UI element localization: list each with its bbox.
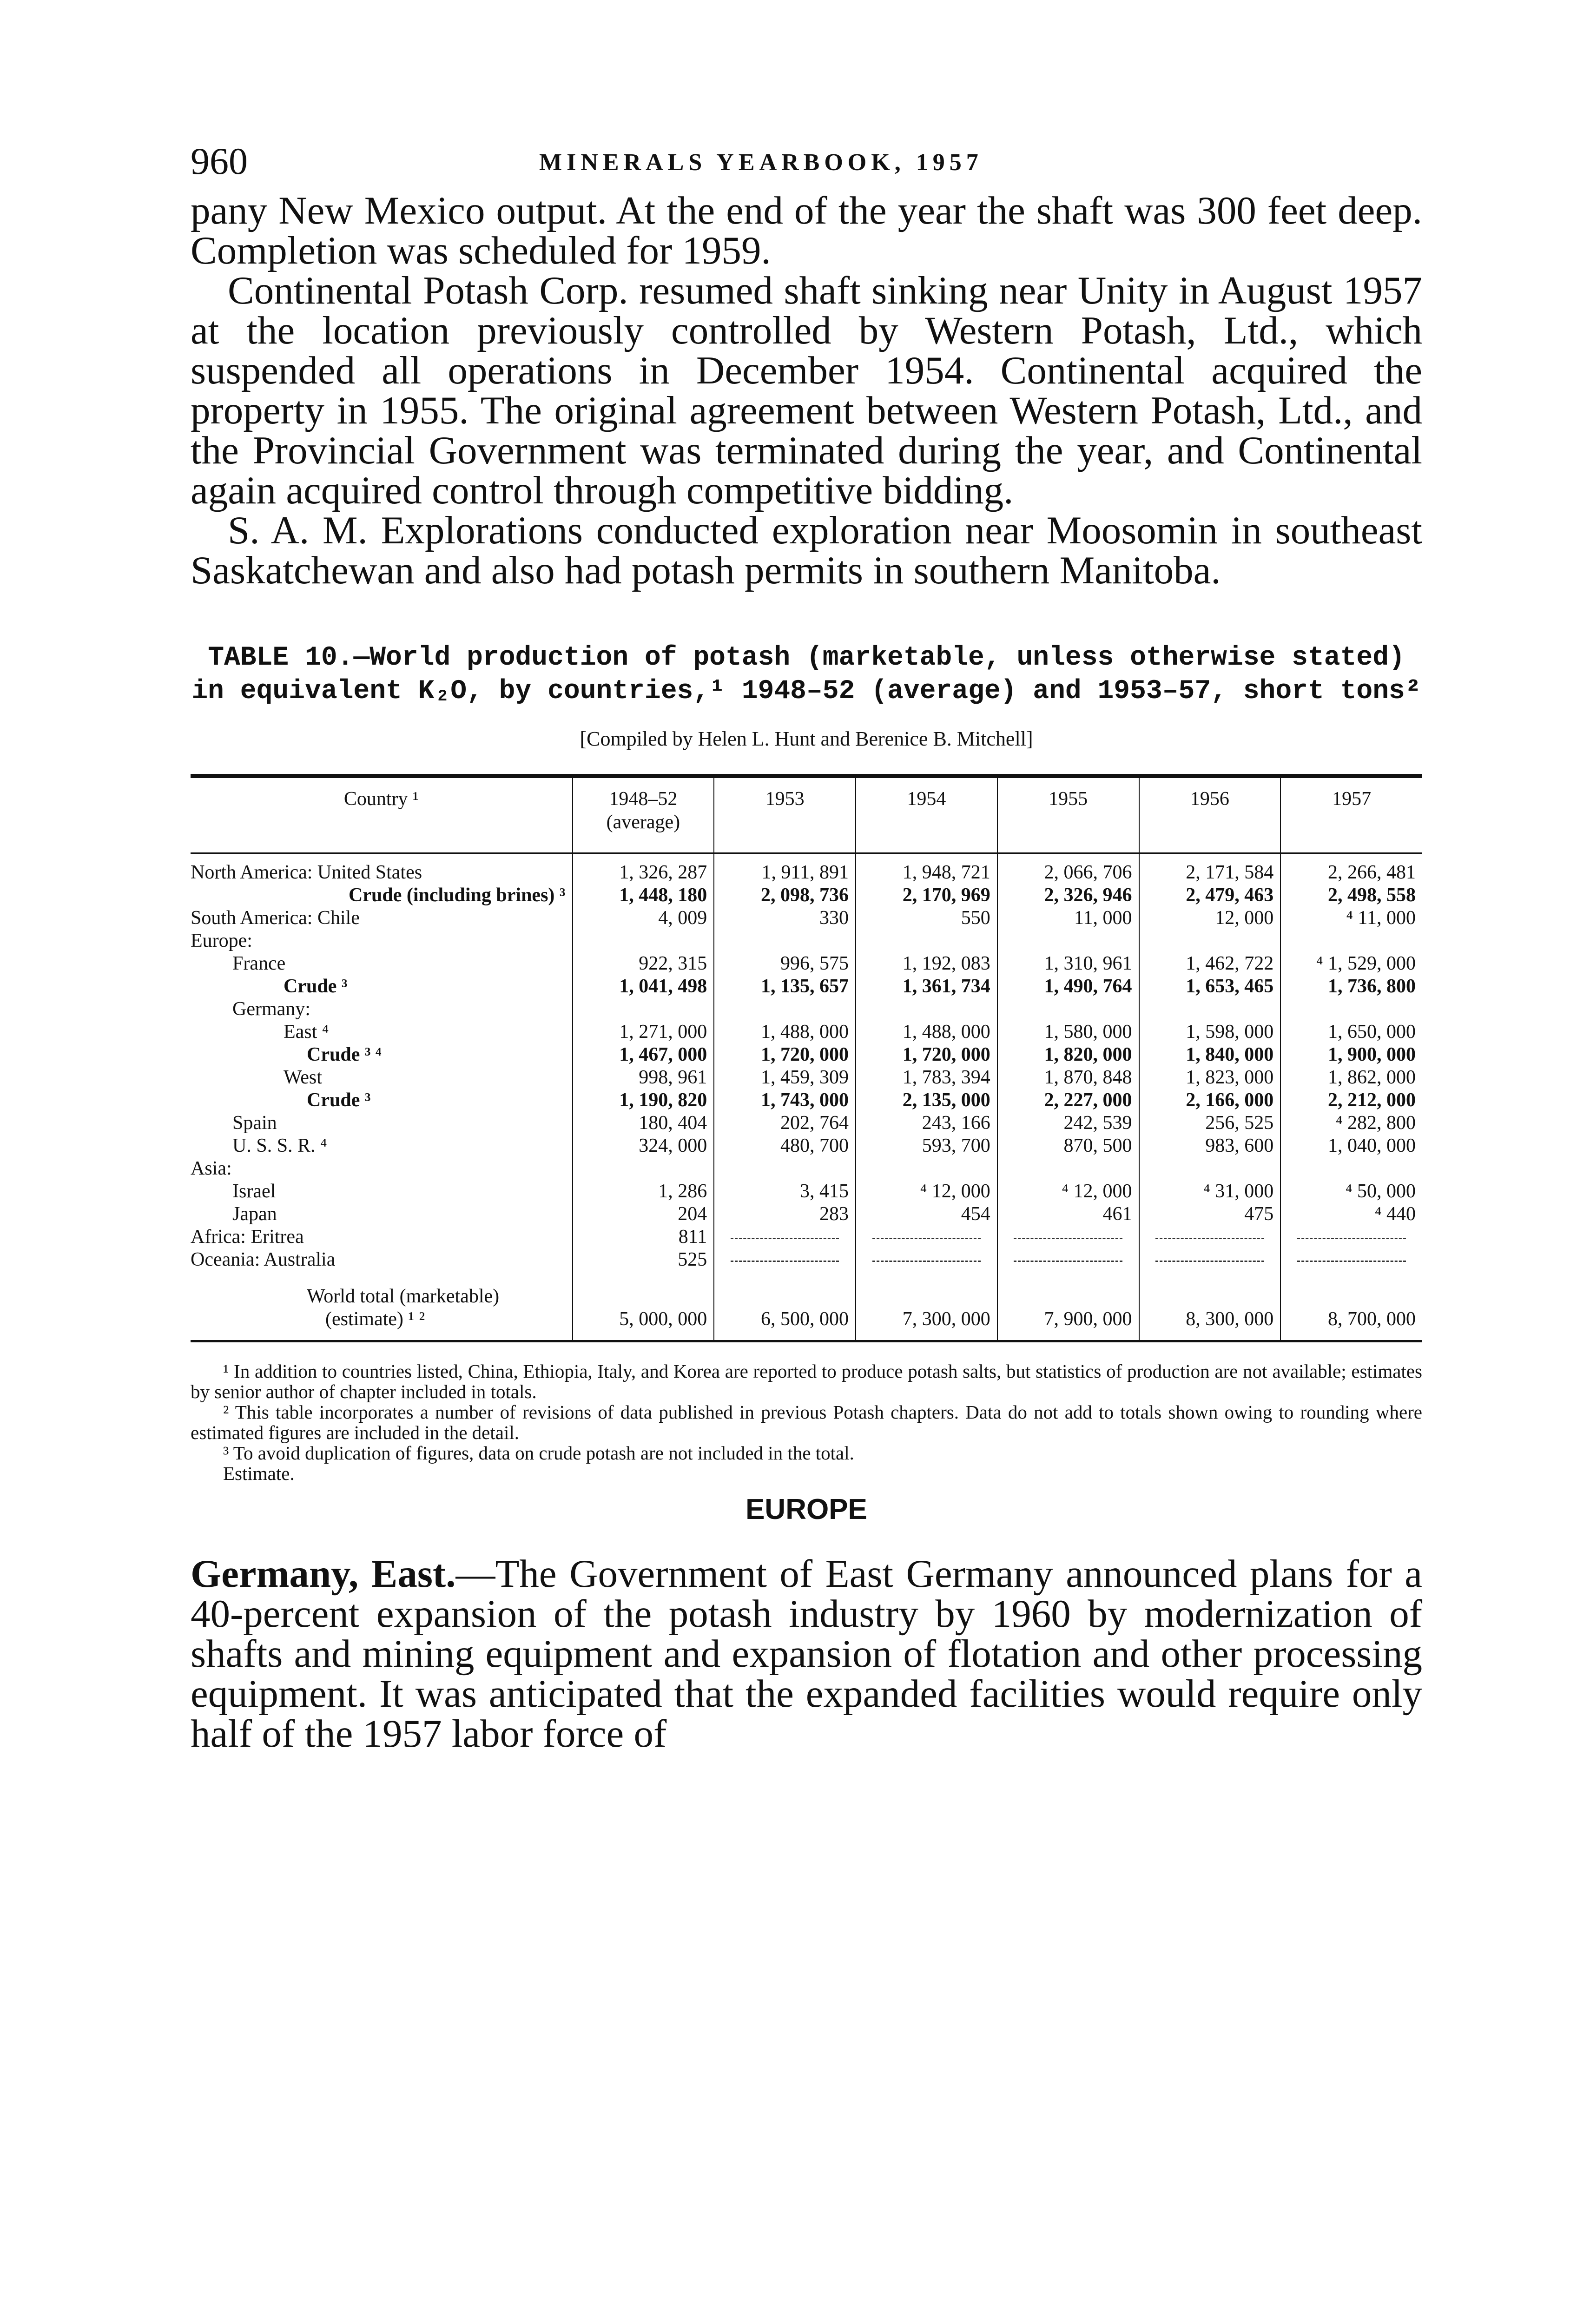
- row-label: Africa: Eritrea: [191, 1226, 304, 1248]
- total-cell: 8, 700, 000: [1280, 1271, 1422, 1341]
- row-label: West: [284, 1067, 322, 1088]
- cell: 1, 040, 000: [1280, 1135, 1422, 1157]
- cell: ⁴ 12, 000: [997, 1180, 1139, 1203]
- cell: 2, 171, 584: [1139, 853, 1281, 885]
- table-row: [191, 930, 1422, 952]
- cell: 1, 720, 000: [714, 1043, 856, 1066]
- dash-cell: [1139, 1226, 1281, 1248]
- cell: 256, 525: [1139, 1112, 1281, 1135]
- total-cell: 8, 300, 000: [1139, 1271, 1281, 1341]
- cell: 1, 310, 961: [997, 952, 1139, 975]
- paragraph-germany-east-text: —The Government of East Germany announced plans for a 40-percent expansion of the potash industry by 1960 by modernization of shafts and mining equipment and expansion of flotation and other processing equipment. It was anticipated that the expanded facilities would require only half of the 1957 labor force of: [191, 1552, 1422, 1756]
- table-caption: [191, 641, 1422, 708]
- row-label: Japan: [232, 1203, 277, 1225]
- cell: 1, 488, 000: [856, 1021, 997, 1043]
- cell: 1, 490, 764: [997, 975, 1139, 998]
- cell: 1, 840, 000: [1139, 1043, 1281, 1066]
- dash-cell: [1139, 1248, 1281, 1271]
- paragraph-continued: pany New Mexico output. At the end of the year the shaft was 300 feet deep. Completion was scheduled for 1959.: [191, 189, 1422, 272]
- cell: 2, 066, 706: [997, 853, 1139, 885]
- cell: 1, 271, 000: [573, 1021, 714, 1043]
- cell: 1, 823, 000: [1139, 1066, 1281, 1089]
- row-label: Germany:: [232, 998, 310, 1020]
- footnote-4: Estimate.: [223, 1463, 295, 1484]
- table-row: [191, 998, 1422, 1021]
- cell: 454: [856, 1203, 997, 1226]
- row-label: France: [232, 953, 286, 974]
- cell: 998, 961: [573, 1066, 714, 1089]
- cell: 242, 539: [997, 1112, 1139, 1135]
- cell: ⁴ 11, 000: [1280, 907, 1422, 930]
- cell: 1, 948, 721: [856, 853, 997, 885]
- cell: 1, 900, 000: [1280, 1043, 1422, 1066]
- cell: ⁴ 12, 000: [856, 1180, 997, 1203]
- col-header-1953: 1953: [714, 778, 856, 853]
- table-header-row: [191, 778, 1422, 853]
- total-cell: 7, 300, 000: [856, 1271, 997, 1341]
- cell: 461: [997, 1203, 1139, 1226]
- cell: 2, 098, 736: [714, 884, 856, 907]
- cell: 983, 600: [1139, 1135, 1281, 1157]
- cell: 1, 862, 000: [1280, 1066, 1422, 1089]
- row-label: Oceania: Australia: [191, 1249, 336, 1270]
- cell: 1, 870, 848: [997, 1066, 1139, 1089]
- table-row: [191, 1135, 1422, 1157]
- cell: 1, 580, 000: [997, 1021, 1139, 1043]
- cell: 204: [573, 1203, 714, 1226]
- cell: 811: [573, 1226, 714, 1248]
- cell: 12, 000: [1139, 907, 1281, 930]
- table-row: [191, 1248, 1422, 1271]
- cell: 1, 286: [573, 1180, 714, 1203]
- row-label: South America: Chile: [191, 907, 360, 929]
- col-header-1954: 1954: [856, 778, 997, 853]
- cell: 1, 326, 287: [573, 853, 714, 885]
- cell: 1, 041, 498: [573, 975, 714, 998]
- cell: 2, 479, 463: [1139, 884, 1281, 907]
- cell: 922, 315: [573, 952, 714, 975]
- cell: 1, 911, 891: [714, 853, 856, 885]
- paragraph-continental-potash: Continental Potash Corp. resumed shaft sinking near Unity in August 1957 at the location previously controlled by Western Potash, Ltd., which suspended all operations in December 1954. Continental acquired the property in 1955. The original agreement between Western Potash, Ltd., and the Provincial Government was terminated during the year, and Continental again acquired control through competitive bidding.: [191, 269, 1422, 512]
- table-row: [191, 1203, 1422, 1226]
- cell: 1, 653, 465: [1139, 975, 1281, 998]
- cell: 1, 192, 083: [856, 952, 997, 975]
- table-compiled-by: [Compiled by Helen L. Hunt and Berenice B. Mitchell]: [580, 727, 1033, 750]
- dash-cell: [997, 1248, 1139, 1271]
- row-label: Crude (including brines) ³: [349, 885, 566, 906]
- cell: 1, 488, 000: [714, 1021, 856, 1043]
- table-row: [191, 853, 1422, 885]
- cell: 1, 736, 800: [1280, 975, 1422, 998]
- cell: 550: [856, 907, 997, 930]
- table-row: [191, 975, 1422, 998]
- page: [191, 139, 1422, 1754]
- table-footnotes: [191, 1361, 1422, 1484]
- cell: 2, 212, 000: [1280, 1089, 1422, 1112]
- table-row: [191, 1180, 1422, 1203]
- cell: ⁴ 31, 000: [1139, 1180, 1281, 1203]
- running-title: MINERALS YEARBOOK, 1957: [539, 149, 983, 176]
- dash-cell: [997, 1226, 1139, 1248]
- row-label: Asia:: [191, 1158, 232, 1179]
- col-header-1956: 1956: [1139, 778, 1281, 853]
- runin-heading: Germany, East.: [191, 1552, 456, 1596]
- footnote-3: ³ To avoid duplication of figures, data on crude potash are not included in the total.: [223, 1442, 854, 1464]
- col-header-1948-52: 1948–52 (average): [573, 778, 714, 853]
- cell: 11, 000: [997, 907, 1139, 930]
- total-label-line2: (estimate) ¹ ²: [325, 1308, 425, 1330]
- table-row: [191, 1021, 1422, 1043]
- row-label: North America: United States: [191, 862, 422, 883]
- cell: 180, 404: [573, 1112, 714, 1135]
- dash-cell: [1280, 1248, 1422, 1271]
- cell: ⁴ 440: [1280, 1203, 1422, 1226]
- cell: 330: [714, 907, 856, 930]
- page-number: 960: [191, 140, 248, 182]
- table-row: [191, 1226, 1422, 1248]
- cell: 480, 700: [714, 1135, 856, 1157]
- cell: 1, 650, 000: [1280, 1021, 1422, 1043]
- col-header-country: Country ¹: [191, 778, 573, 853]
- potash-production-table: [191, 774, 1422, 1342]
- row-label: Spain: [232, 1112, 277, 1134]
- cell: 1, 135, 657: [714, 975, 856, 998]
- cell: 1, 467, 000: [573, 1043, 714, 1066]
- cell: 1, 820, 000: [997, 1043, 1139, 1066]
- cell: 1, 783, 394: [856, 1066, 997, 1089]
- cell: 996, 575: [714, 952, 856, 975]
- table-caption-line1: TABLE 10.—World production of potash (marketable, unless otherwise stated): [208, 643, 1405, 673]
- row-label: Crude ³: [307, 1089, 371, 1111]
- row-label: Crude ³: [284, 976, 348, 997]
- cell: 2, 170, 969: [856, 884, 997, 907]
- row-label: Israel: [232, 1181, 276, 1202]
- cell: 1, 720, 000: [856, 1043, 997, 1066]
- table-row: [191, 907, 1422, 930]
- table-row: [191, 1112, 1422, 1135]
- paragraph-sam-explorations: S. A. M. Explorations conducted exploration near Moosomin in southeast Saskatchewan and also had potash permits in southern Manitoba.: [191, 508, 1422, 592]
- dash-cell: [856, 1248, 997, 1271]
- cell: 324, 000: [573, 1135, 714, 1157]
- table-row: [191, 1066, 1422, 1089]
- section-heading-europe: EUROPE: [746, 1493, 867, 1525]
- table-row: [191, 952, 1422, 975]
- cell: ⁴ 1, 529, 000: [1280, 952, 1422, 975]
- cell: 4, 009: [573, 907, 714, 930]
- cell: 3, 415: [714, 1180, 856, 1203]
- cell: 1, 361, 734: [856, 975, 997, 998]
- cell: 1, 743, 000: [714, 1089, 856, 1112]
- total-cell: 5, 000, 000: [573, 1271, 714, 1341]
- cell: 2, 135, 000: [856, 1089, 997, 1112]
- dash-cell: [856, 1226, 997, 1248]
- cell: 1, 448, 180: [573, 884, 714, 907]
- col-header-1957: 1957: [1280, 778, 1422, 853]
- cell: 1, 459, 309: [714, 1066, 856, 1089]
- total-cell: 7, 900, 000: [997, 1271, 1139, 1341]
- cell: 593, 700: [856, 1135, 997, 1157]
- row-label: Crude ³ ⁴: [307, 1044, 382, 1065]
- footnote-1: ¹ In addition to countries listed, China, Ethiopia, Italy, and Korea are reported to produce potash salts, but statistics of production are not available; estimates by senior author of chapter included in totals.: [191, 1360, 1422, 1402]
- table-row: [191, 884, 1422, 907]
- dash-cell: [714, 1226, 856, 1248]
- cell: 1, 190, 820: [573, 1089, 714, 1112]
- dash-cell: [714, 1248, 856, 1271]
- cell: 202, 764: [714, 1112, 856, 1135]
- cell: 1, 462, 722: [1139, 952, 1281, 975]
- dash-cell: [1280, 1226, 1422, 1248]
- cell: 2, 326, 946: [997, 884, 1139, 907]
- table-total-row: [191, 1271, 1422, 1341]
- cell: ⁴ 50, 000: [1280, 1180, 1422, 1203]
- table-row: [191, 1157, 1422, 1180]
- cell: 1, 598, 000: [1139, 1021, 1281, 1043]
- cell: 283: [714, 1203, 856, 1226]
- table-row: [191, 1089, 1422, 1112]
- cell: ⁴ 282, 800: [1280, 1112, 1422, 1135]
- cell: 525: [573, 1248, 714, 1271]
- col-header-1955: 1955: [997, 778, 1139, 853]
- row-label: U. S. S. R. ⁴: [232, 1135, 327, 1156]
- cell: 475: [1139, 1203, 1281, 1226]
- total-label: [191, 1271, 573, 1341]
- total-cell: 6, 500, 000: [714, 1271, 856, 1341]
- table-row: [191, 1043, 1422, 1066]
- paragraph-germany-east: [191, 1554, 1422, 1754]
- cell: 2, 166, 000: [1139, 1089, 1281, 1112]
- row-label: Europe:: [191, 930, 252, 951]
- running-head: [191, 139, 1422, 191]
- cell: 2, 498, 558: [1280, 884, 1422, 907]
- cell: 243, 166: [856, 1112, 997, 1135]
- cell: 2, 227, 000: [997, 1089, 1139, 1112]
- footnote-2: ² This table incorporates a number of revisions of data published in previous Potash chapters. Data do not add to totals shown owing to rounding where estimated figures are included in the detail.: [191, 1401, 1422, 1443]
- cell: 2, 266, 481: [1280, 853, 1422, 885]
- row-label: East ⁴: [284, 1021, 329, 1043]
- table-caption-line2: in equivalent K₂O, by countries,¹ 1948–52 (average) and 1953–57, short tons²: [191, 676, 1421, 706]
- cell: 870, 500: [997, 1135, 1139, 1157]
- total-label-line1: World total (marketable): [307, 1286, 500, 1307]
